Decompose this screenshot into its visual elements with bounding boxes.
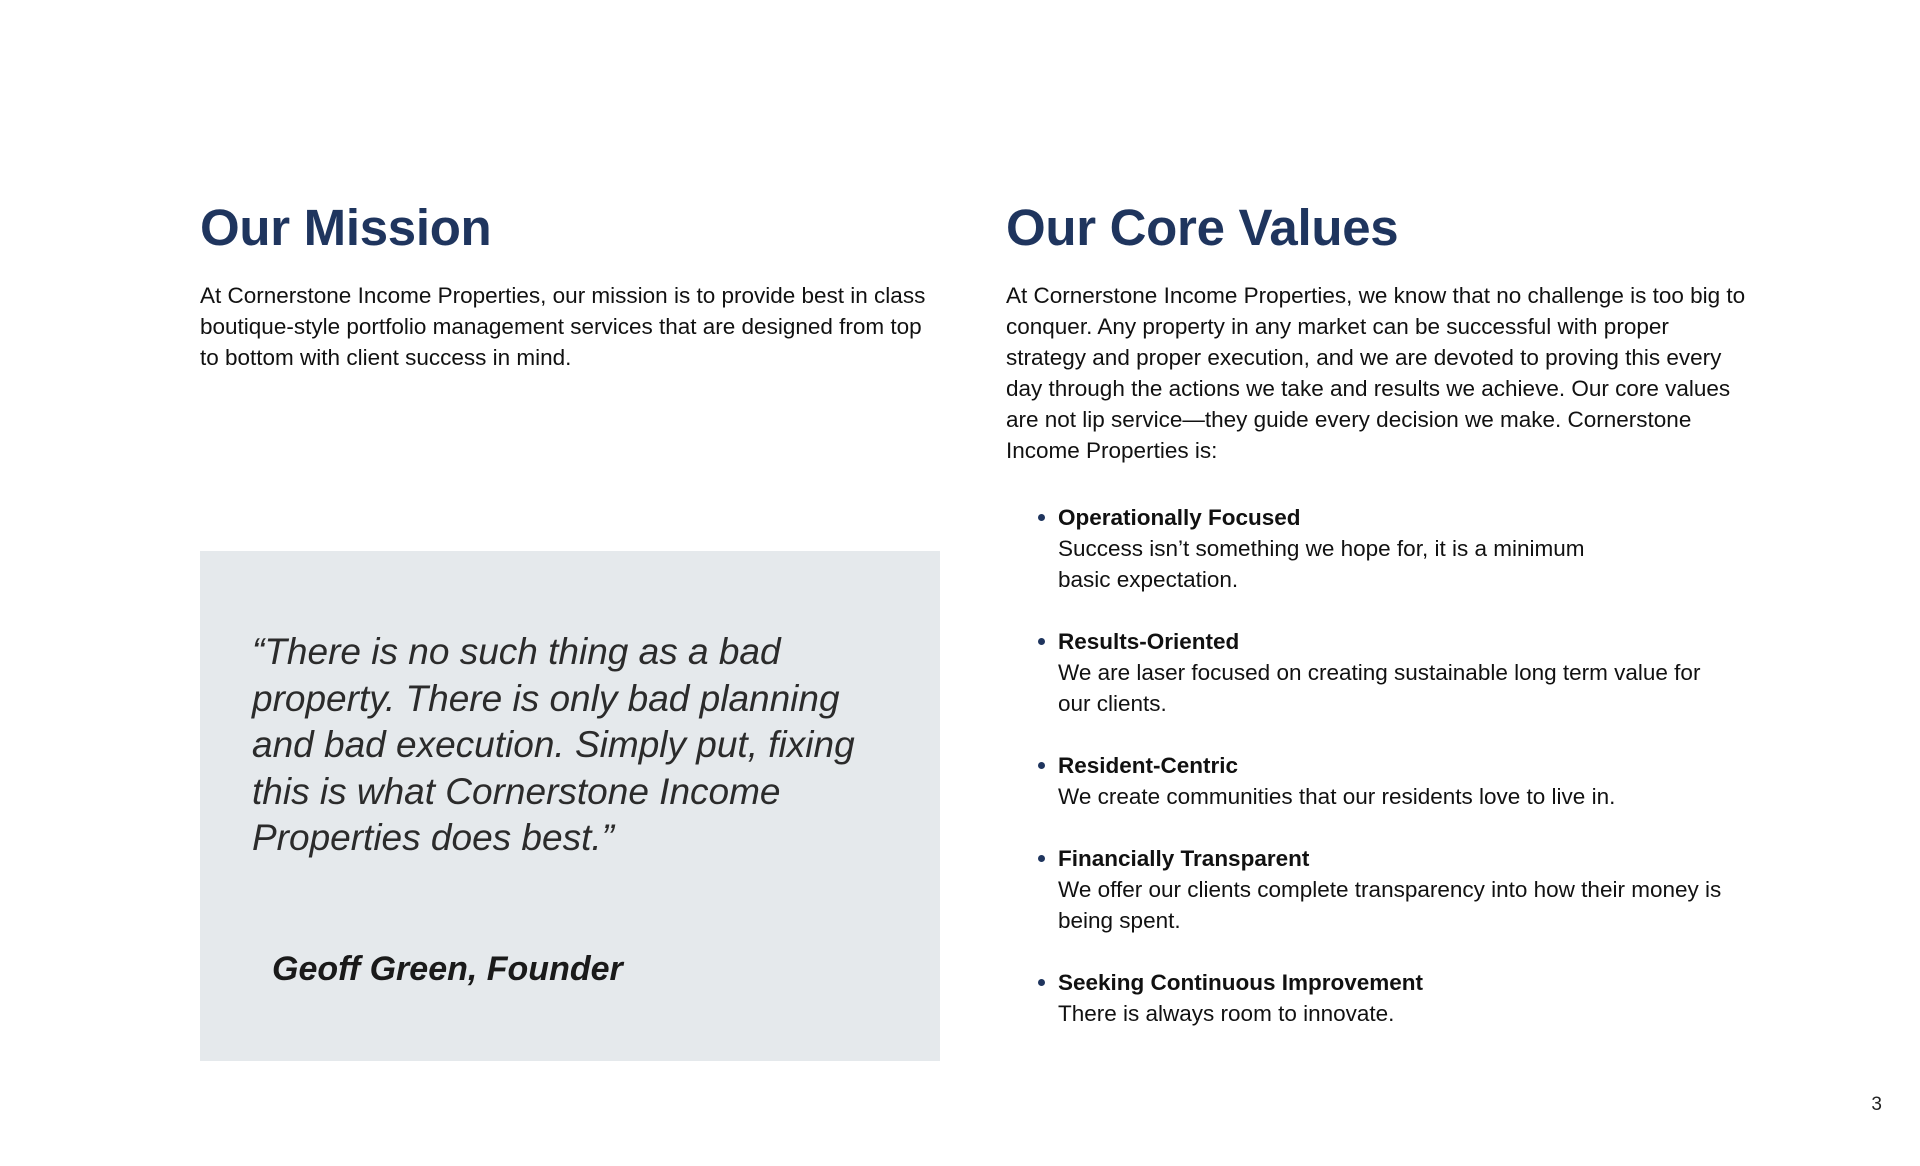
core-value-title: Results-Oriented <box>1058 629 1240 654</box>
core-values-list <box>1006 502 1746 1029</box>
core-value-description: We are laser focused on creating sustainable long term value for our clients. <box>1058 660 1701 716</box>
core-value-item <box>1006 502 1746 595</box>
bullet-icon <box>1038 638 1045 645</box>
core-value-description: We create communities that our residents love to live in. <box>1058 784 1616 809</box>
core-value-item <box>1006 750 1746 812</box>
bullet-icon <box>1038 762 1045 769</box>
founder-quote-box <box>200 551 940 1061</box>
founder-quote-author: Geoff Green, Founder <box>272 950 623 988</box>
core-value-title: Financially Transparent <box>1058 846 1310 871</box>
core-value-description: We offer our clients complete transparency into how their money is being spent. <box>1058 877 1722 933</box>
core-value-description: Success isn’t something we hope for, it is a minimum basic expectation. <box>1058 536 1585 592</box>
mission-body: At Cornerstone Income Properties, our mission is to provide best in class boutique-style portfolio management services that are designed from top to bottom with client success in mind. <box>200 283 926 370</box>
core-value-title: Resident-Centric <box>1058 753 1239 778</box>
core-value-item <box>1006 626 1746 719</box>
core-value-item <box>1006 967 1746 1029</box>
core-value-title: Operationally Focused <box>1058 505 1301 530</box>
bullet-icon <box>1038 855 1045 862</box>
founder-quote-text: “There is no such thing as a bad property. There is only bad planning and bad execution. Simply put, fixing this is what Cornerstone Income Properties does best.” <box>252 631 855 858</box>
core-values-section <box>1006 196 1746 1060</box>
mission-title: Our Mission <box>200 199 492 256</box>
core-value-title: Seeking Continuous Improvement <box>1058 970 1424 995</box>
core-value-item <box>1006 843 1746 936</box>
bullet-icon <box>1038 979 1045 986</box>
mission-section <box>200 196 940 373</box>
core-value-description: There is always room to innovate. <box>1058 1001 1395 1026</box>
core-values-intro: At Cornerstone Income Properties, we know that no challenge is too big to conquer. Any property in any market can be successful with proper strategy and proper execution, and we are devoted to proving this every day through the actions we take and results we achieve. Our core values are not lip service—they guide every decision we make. Cornerstone Income Properties is: <box>1006 283 1746 463</box>
bullet-icon <box>1038 514 1045 521</box>
core-values-title: Our Core Values <box>1006 199 1399 256</box>
page-number: 3 <box>1871 1094 1882 1115</box>
